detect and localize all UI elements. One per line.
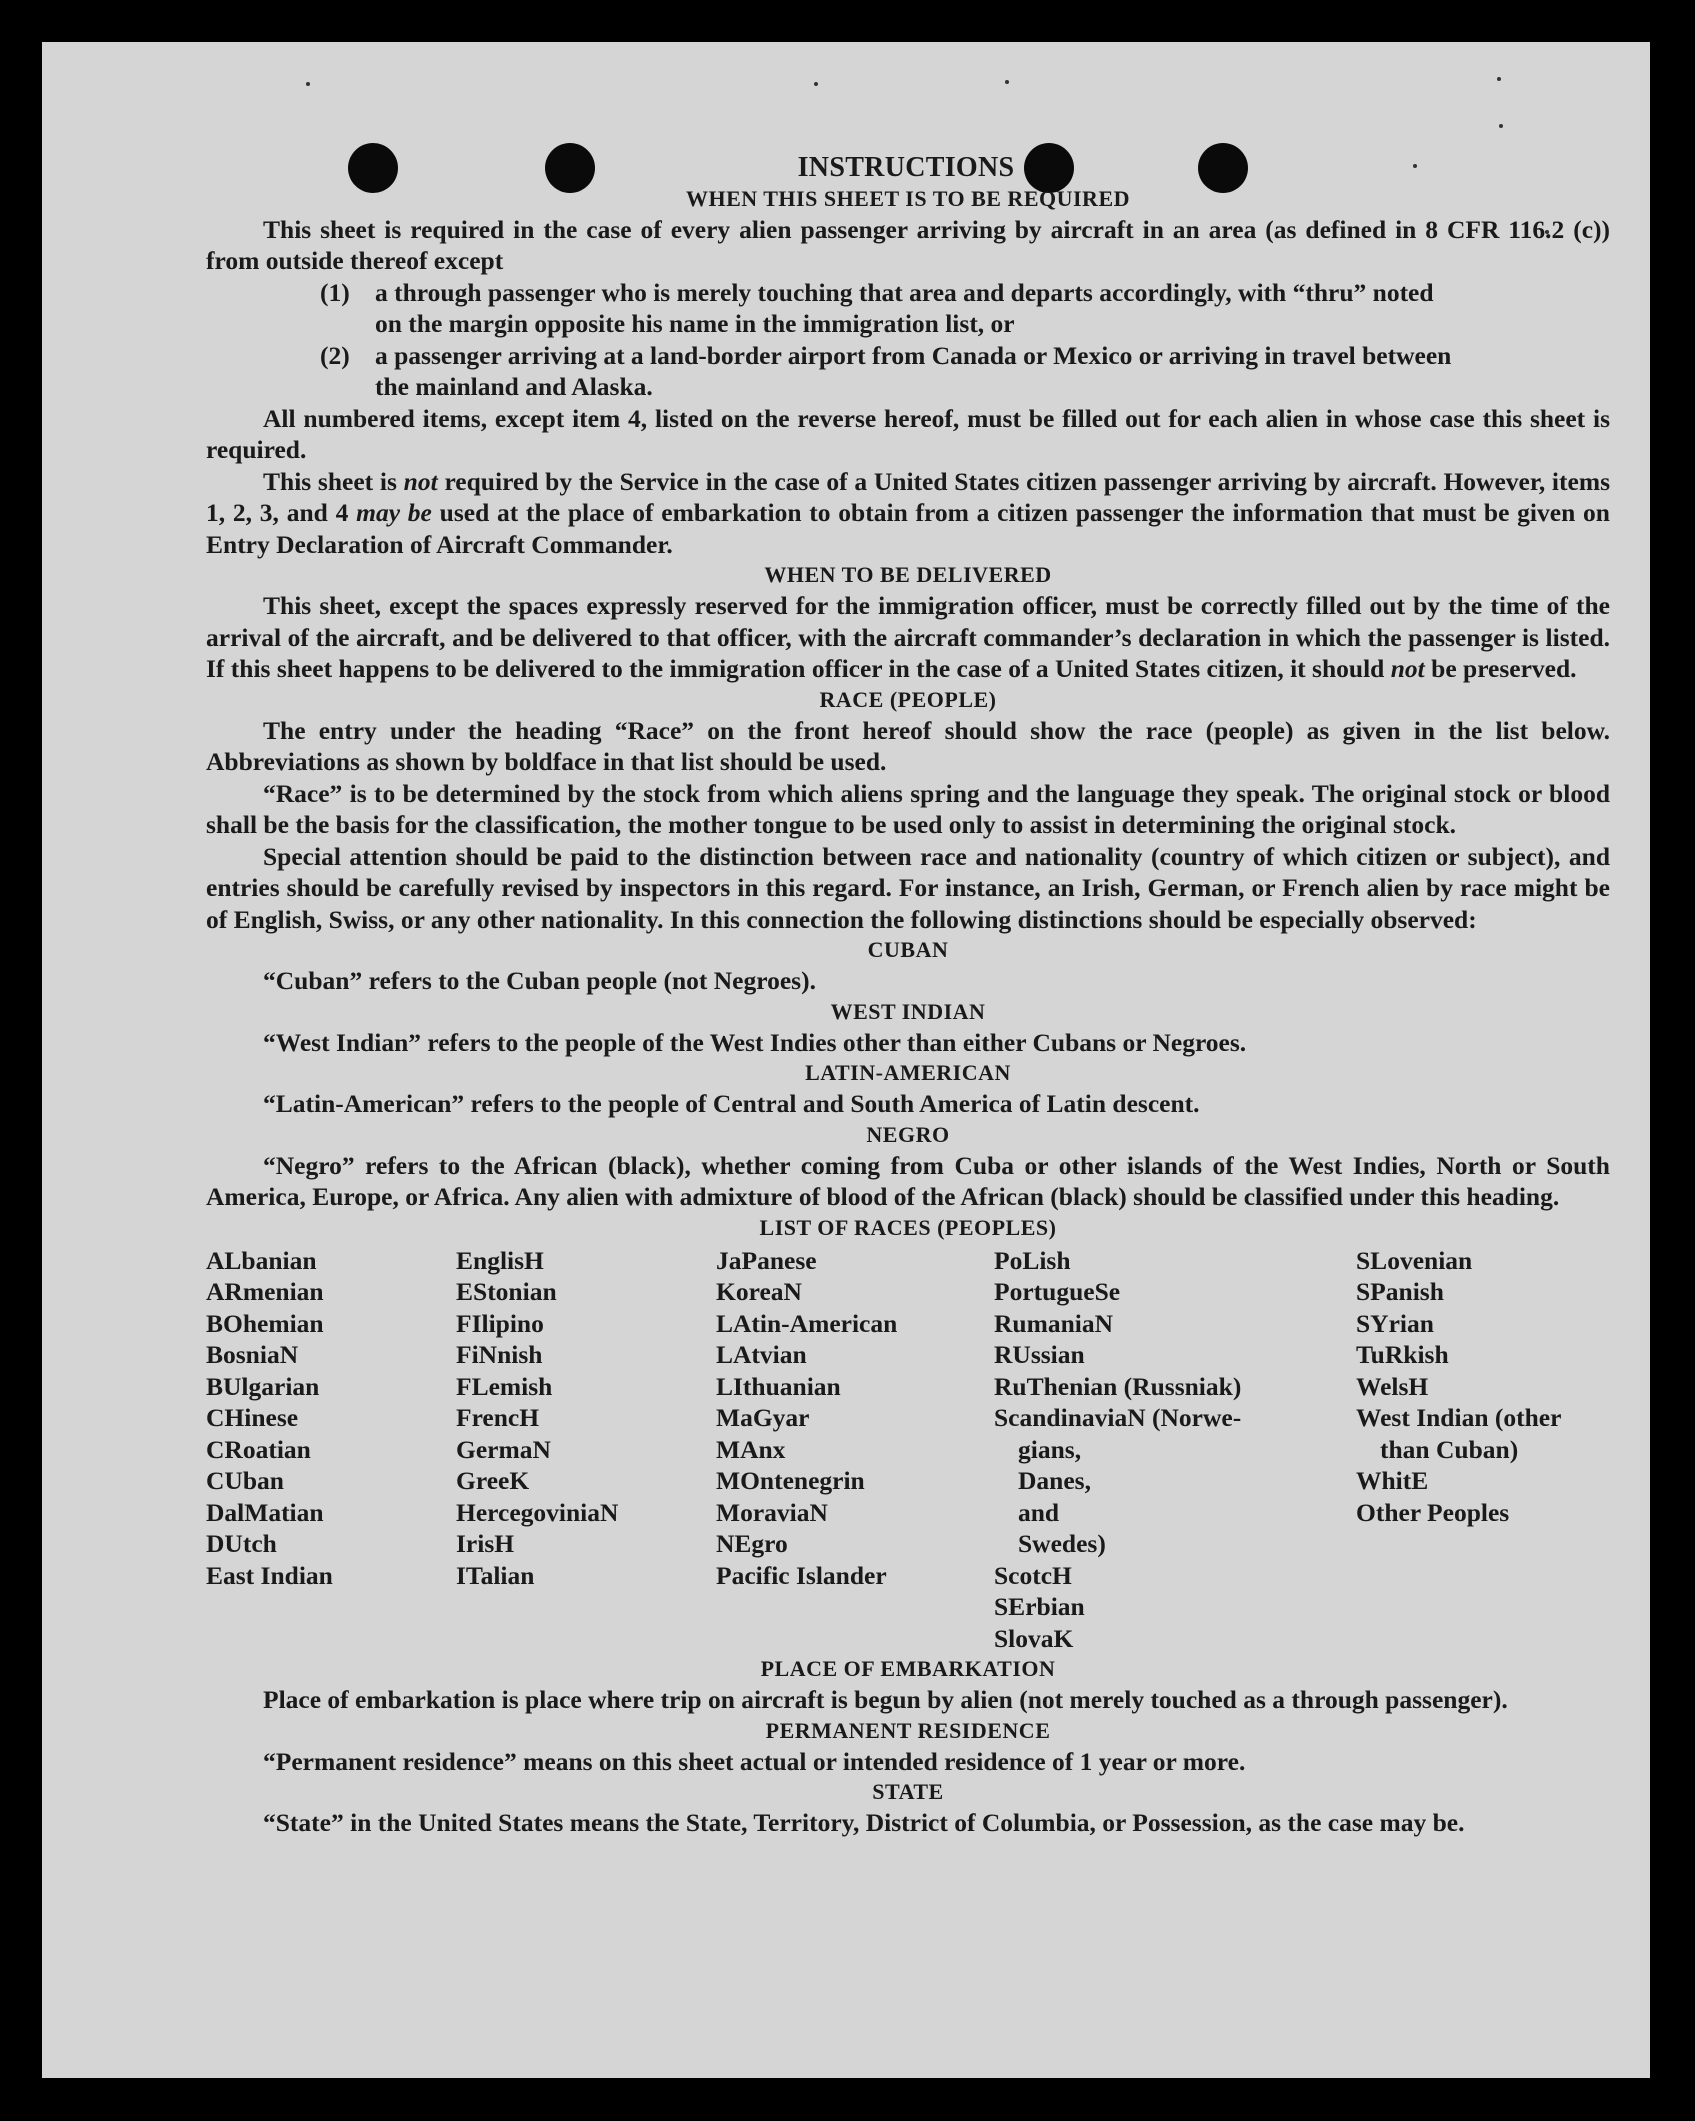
instructions-content: [206, 152, 1610, 1839]
item-number: (2): [320, 340, 350, 370]
race-entry: MOntenegrin: [716, 1466, 865, 1495]
race-entry: Pacific Islander: [716, 1560, 887, 1590]
paragraph: “West Indian” refers to the people of the West Indies other than either Cubans or Negroes.: [263, 1027, 1247, 1057]
heading-state: STATE: [872, 1779, 944, 1804]
emphasis: not: [1390, 654, 1425, 683]
race-entry: NEgro: [716, 1529, 788, 1558]
race-group: [994, 1560, 1356, 1655]
race-entry: FiNnish: [456, 1340, 543, 1369]
paragraph: All numbered items, except item 4, listed on the reverse hereof, must be filled out for each alien in whose case this sheet is required.: [206, 403, 1610, 464]
race-group: [1356, 1245, 1610, 1403]
race-entry: EStonian: [456, 1277, 557, 1306]
race-entry: DalMatian: [206, 1497, 324, 1527]
race-entry: West Indian (other: [1356, 1403, 1562, 1432]
heading-list-of-races: LIST OF RACES (PEOPLES): [759, 1214, 1057, 1240]
paragraph: This sheet is required in the case of every alien passenger arriving by aircraft in an area (as defined in 8 CFR 116.2 (c)) from outside thereof except: [206, 214, 1610, 275]
race-entry: RumaniaN: [994, 1308, 1114, 1338]
paragraph: “Cuban” refers to the Cuban people (not Negroes).: [263, 966, 816, 995]
race-entry: IrisH: [456, 1529, 515, 1558]
race-entry: CRoatian: [206, 1434, 311, 1464]
race-entry: CHinese: [206, 1403, 299, 1432]
speck: [306, 82, 310, 86]
text-run: gians,: [1018, 1434, 1082, 1464]
heading-place-of-embarkation: PLACE OF EMBARKATION: [760, 1656, 1056, 1681]
document-sheet: [42, 42, 1650, 2078]
race-entry: EnglisH: [456, 1245, 544, 1275]
paragraph: “Race” is to be determined by the stock from which aliens spring and the language they speak. The original stock or blood shall be the basis for the classification, the mother tongue to be used only to assist in determining the original stock.: [206, 778, 1610, 839]
race-entry: East Indian: [206, 1560, 333, 1590]
race-entry-continued: Swedes): [1018, 1529, 1106, 1558]
race-entry: RUssian: [994, 1340, 1085, 1369]
heading-when-required: WHEN THIS SHEET IS TO BE REQUIRED: [685, 185, 1131, 211]
race-entry: MAnx: [716, 1434, 786, 1464]
item-text-continued: on the margin opposite his name in the immigration list, or: [375, 309, 1015, 338]
race-entry: LAtvian: [716, 1340, 807, 1369]
exception-item: [206, 277, 1610, 309]
race-entry: BUlgarian: [206, 1371, 320, 1401]
heading-negro: NEGRO: [866, 1121, 950, 1147]
race-entry: PortugueSe: [994, 1277, 1121, 1306]
race-entry: CUban: [206, 1466, 284, 1495]
race-entry: FLemish: [456, 1371, 553, 1401]
item-text: a passenger arriving at a land-border airport from Canada or Mexico or arriving in travel between: [375, 340, 1452, 370]
heading-latin-american: LATIN-AMERICAN: [805, 1060, 1011, 1085]
heading-when-delivered: WHEN TO BE DELIVERED: [764, 562, 1052, 587]
page-title: INSTRUCTIONS: [797, 152, 1015, 183]
text-run: required by the Service in the case of a United States citizen passenger arriving by aircraft. However, items 1, 2, 3, and 4: [206, 466, 1610, 527]
paragraph: The entry under the heading “Race” on the front hereof should show the race (people) as given in the list below. Abbreviations as shown by boldface in that list should be used.: [206, 715, 1610, 776]
race-column: [716, 1245, 994, 1655]
race-group: [1356, 1465, 1610, 1528]
paragraph: [206, 466, 1610, 561]
race-entry: WelsH: [1356, 1371, 1429, 1401]
race-entry: WhitE: [1356, 1466, 1429, 1495]
heading-race: RACE (PEOPLE): [819, 686, 997, 712]
race-entry: DUtch: [206, 1529, 277, 1558]
race-entry: BosniaN: [206, 1340, 299, 1369]
emphasis: not: [403, 466, 438, 496]
paragraph: “Permanent residence” means on this sheet actual or intended residence of 1 year or more.: [263, 1746, 1246, 1776]
race-entry: JaPanese: [716, 1245, 817, 1275]
race-entry-continued: [994, 1434, 1282, 1529]
speck: [814, 82, 818, 86]
speck: [1499, 124, 1503, 128]
race-entry: FrencH: [456, 1403, 540, 1432]
race-entry: ALbanian: [206, 1245, 317, 1275]
emphasis: may be: [356, 498, 432, 527]
heading-permanent-residence: PERMANENT RESIDENCE: [765, 1717, 1051, 1743]
race-entry: HercegoviniaN: [456, 1497, 619, 1527]
race-list: [206, 1245, 1610, 1655]
paragraph: Place of embarkation is place where trip on aircraft is begun by alien (not merely touched as a through passenger).: [263, 1685, 1508, 1714]
race-column: [1356, 1245, 1610, 1655]
race-entry-continued: than Cuban): [1380, 1434, 1519, 1464]
race-entry: SPanish: [1356, 1277, 1444, 1306]
race-entry: MoraviaN: [716, 1497, 828, 1527]
text-run: This sheet, except the spaces expressly reserved for the immigration officer, must be correctly filled out by the time of the arrival of the aircraft, and be delivered to that officer, with the aircraft commander’s declaration in which the passenger is listed. If this sheet happens to be delivered to the immigration officer in the case of a United States citizen, it should: [206, 591, 1610, 683]
race-entry: GermaN: [456, 1434, 551, 1464]
paragraph: “Negro” refers to the African (black), whether coming from Cuba or other islands of the West Indies, North or South America, Europe, or Africa. Any alien with admixture of blood of the African (black) should be classified under this heading.: [206, 1150, 1610, 1211]
heading-west-indian: WEST INDIAN: [830, 998, 986, 1024]
text-run: and: [1018, 1497, 1060, 1527]
item-text: a through passenger who is merely touching that area and departs accordingly, with “thru” noted: [375, 277, 1434, 307]
race-entry: BOhemian: [206, 1308, 324, 1338]
text-run: Danes,: [1018, 1466, 1091, 1495]
race-entry: SYrian: [1356, 1308, 1434, 1338]
race-entry: ScandinaviaN (Norwe-: [994, 1403, 1242, 1432]
race-entry: RuThenian (Russniak): [994, 1371, 1242, 1401]
race-column: [994, 1245, 1356, 1655]
text-run: be preserved.: [1424, 654, 1577, 683]
speck: [1005, 80, 1009, 84]
race-entry: GreeK: [456, 1466, 530, 1495]
text-run: This sheet is: [263, 466, 404, 496]
race-entry: ARmenian: [206, 1277, 324, 1306]
race-group: [994, 1245, 1356, 1403]
race-entry: Other Peoples: [1356, 1497, 1510, 1527]
race-entry: KoreaN: [716, 1277, 802, 1306]
text-run: used at the place of embarkation to obtain from a citizen passenger the information that must be given on Entry Declaration of Aircraft Commander.: [206, 498, 1610, 559]
race-entry: TuRkish: [1356, 1340, 1449, 1369]
paragraph: “State” in the United States means the State, Territory, District of Columbia, or Possession, as the case may be.: [263, 1808, 1465, 1837]
speck: [1497, 77, 1501, 81]
race-entry: FIlipino: [456, 1308, 544, 1338]
race-entry: LIthuanian: [716, 1371, 841, 1401]
race-entry: SErbian: [994, 1592, 1085, 1621]
item-number: (1): [320, 277, 350, 307]
paragraph: Special attention should be paid to the distinction between race and nationality (country of which citizen or subject), and entries should be carefully revised by inspectors in this regard. For instance, an Irish, German, or French alien by race might be of English, Swiss, or any other nationality. In this connection the following distinctions should be especially observed:: [206, 841, 1610, 934]
race-entry: MaGyar: [716, 1403, 810, 1432]
race-column: [206, 1245, 456, 1655]
race-entry: ITalian: [456, 1560, 535, 1590]
race-entry: LAtin-American: [716, 1308, 898, 1338]
race-entry: SLovenian: [1356, 1245, 1473, 1275]
heading-cuban: CUBAN: [867, 937, 949, 962]
item-text-continued: the mainland and Alaska.: [375, 372, 653, 401]
paragraph: “Latin-American” refers to the people of Central and South America of Latin descent.: [263, 1089, 1200, 1118]
race-entry: PoLish: [994, 1245, 1071, 1275]
paragraph: [206, 590, 1610, 685]
race-column: [456, 1245, 716, 1655]
race-entry: ScotcH: [994, 1560, 1072, 1590]
race-entry: SlovaK: [994, 1623, 1074, 1653]
exception-item: [206, 340, 1610, 372]
